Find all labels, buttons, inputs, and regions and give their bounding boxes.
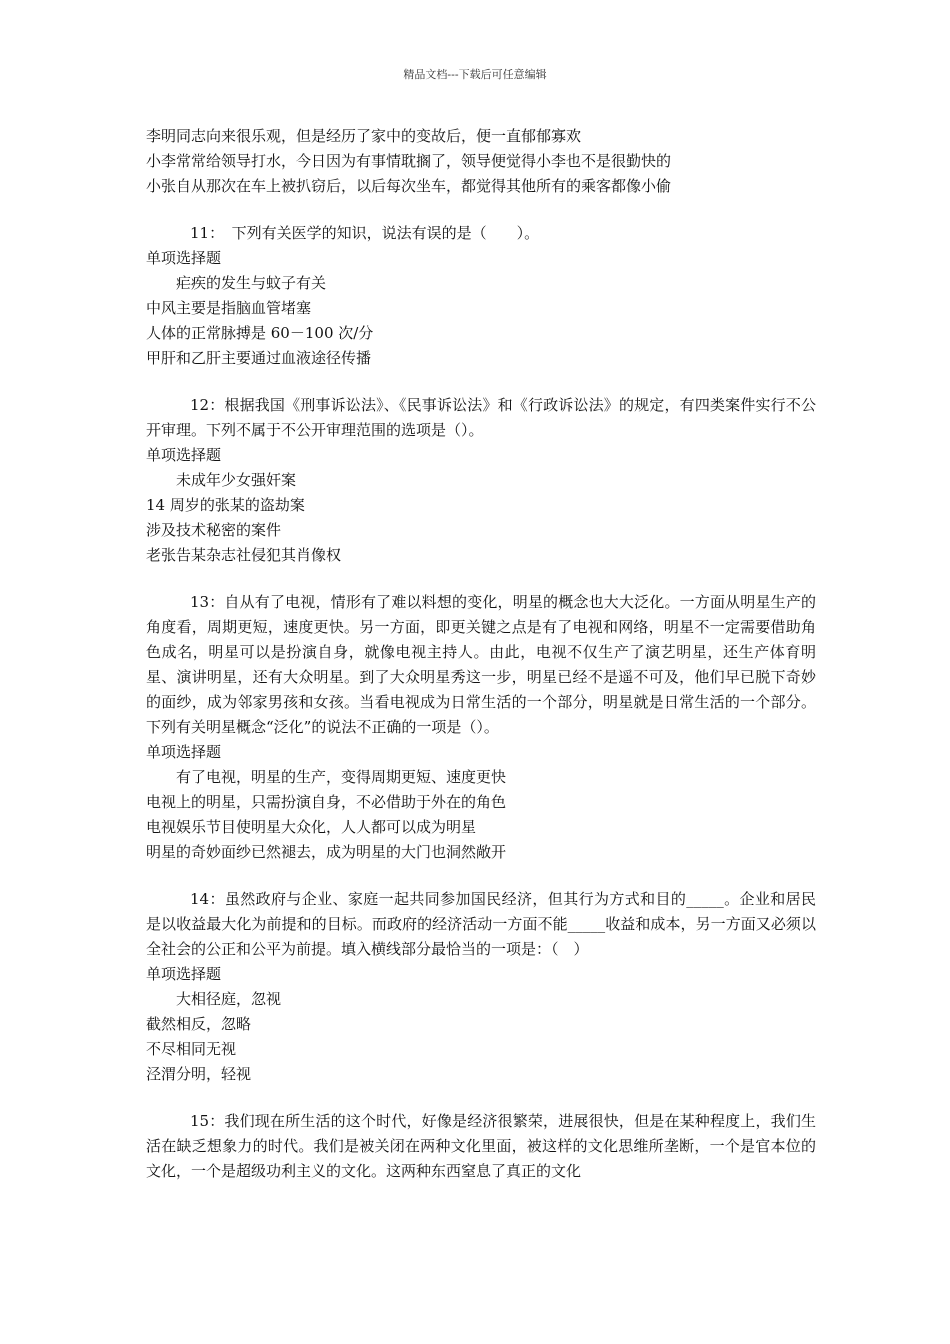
question-12-type: 单项选择题 [146,446,222,464]
question-11-stem: 11： 下列有关医学的知识，说法有误的是（ ）。 [190,224,540,242]
question-11-option-c: 人体的正常脉搏是 60－100 次/分 [146,324,374,342]
document-body [146,124,816,1184]
page-header: 精品文档---下载后可任意编辑 [403,68,547,81]
question-13-option-a: 有了电视，明星的生产，变得周期更短、速度更快 [176,768,507,786]
question-14-type: 单项选择题 [146,965,222,983]
question-11-type: 单项选择题 [146,249,222,267]
question-14-stem: 14：虽然政府与企业、家庭一起共同参加国民经济，但其行为方式和目的_____。企业和居民是以收益最大化为前提和的目标。而政府的经济活动一方面不能_____收益和成本，另一方面又必须以全社会的公正和公平为前提。填入横线部分最恰当的一项是：（ ） [146,890,816,958]
question-12-option-c: 涉及技术秘密的案件 [146,521,282,539]
question-13-stem: 13：自从有了电视，情形有了难以料想的变化，明星的概念也大大泛化。一方面从明星生产的角度看，周期更短，速度更快。另一方面，即更关键之点是有了电视和网络，明星不一定需要借助角色成名，明星可以是扮演自身，就像电视主持人。由此，电视不仅生产了演艺明星，还生产体育明星、演讲明星，还有大众明星。到了大众明星秀这一步，明星已经不是遥不可及，他们早已脱下奇妙的面纱，成为邻家男孩和女孩。当看电视成为日常生活的一个部分，明星就是日常生活的一个部分。下列有关明星概念“泛化”的说法不正确的一项是（）。 [146,593,816,736]
question-15-stem: 15：我们现在所生活的这个时代，好像是经济很繁荣，进展很快，但是在某种程度上，我们生活在缺乏想象力的时代。我们是被关闭在两种文化里面，被这样的文化思维所垄断，一个是官本位的文化，一个是超级功利主义的文化。这两种东西窒息了真正的文化 [146,1112,816,1180]
question-11-option-a: 疟疾的发生与蚊子有关 [176,274,327,292]
question-11-option-b: 中风主要是指脑血管堵塞 [146,299,312,317]
question-13-type: 单项选择题 [146,743,222,761]
question-14-option-c: 不尽相同无视 [146,1040,237,1058]
intro-option: 小张自从那次在车上被扒窃后，以后每次坐车，都觉得其他所有的乘客都像小偷 [146,177,672,195]
question-12-option-a: 未成年少女强奸案 [176,471,297,489]
question-13-option-b: 电视上的明星，只需扮演自身，不必借助于外在的角色 [146,793,507,811]
question-12-stem: 12：根据我国《刑事诉讼法》、《民事诉讼法》和《行政诉讼法》的规定，有四类案件实行不公开审理。下列不属于不公开审理范围的选项是（）。 [146,396,816,439]
question-14-option-d: 泾渭分明，轻视 [146,1065,252,1083]
question-14-option-b: 截然相反，忽略 [146,1015,252,1033]
question-12-option-b: 14 周岁的张某的盗劫案 [146,496,305,514]
question-12-option-d: 老张告某杂志社侵犯其肖像权 [146,546,342,564]
question-13-option-d: 明星的奇妙面纱已然褪去，成为明星的大门也洞然敞开 [146,843,507,861]
question-14-option-a: 大相径庭，忽视 [176,990,282,1008]
question-11-option-d: 甲肝和乙肝主要通过血液途径传播 [146,349,372,367]
intro-option: 小李常常给领导打水，今日因为有事情耽搁了，领导便觉得小李也不是很勤快的 [146,152,672,170]
question-13-option-c: 电视娱乐节目使明星大众化，人人都可以成为明星 [146,818,477,836]
intro-option: 李明同志向来很乐观，但是经历了家中的变故后，便一直郁郁寡欢 [146,127,582,145]
